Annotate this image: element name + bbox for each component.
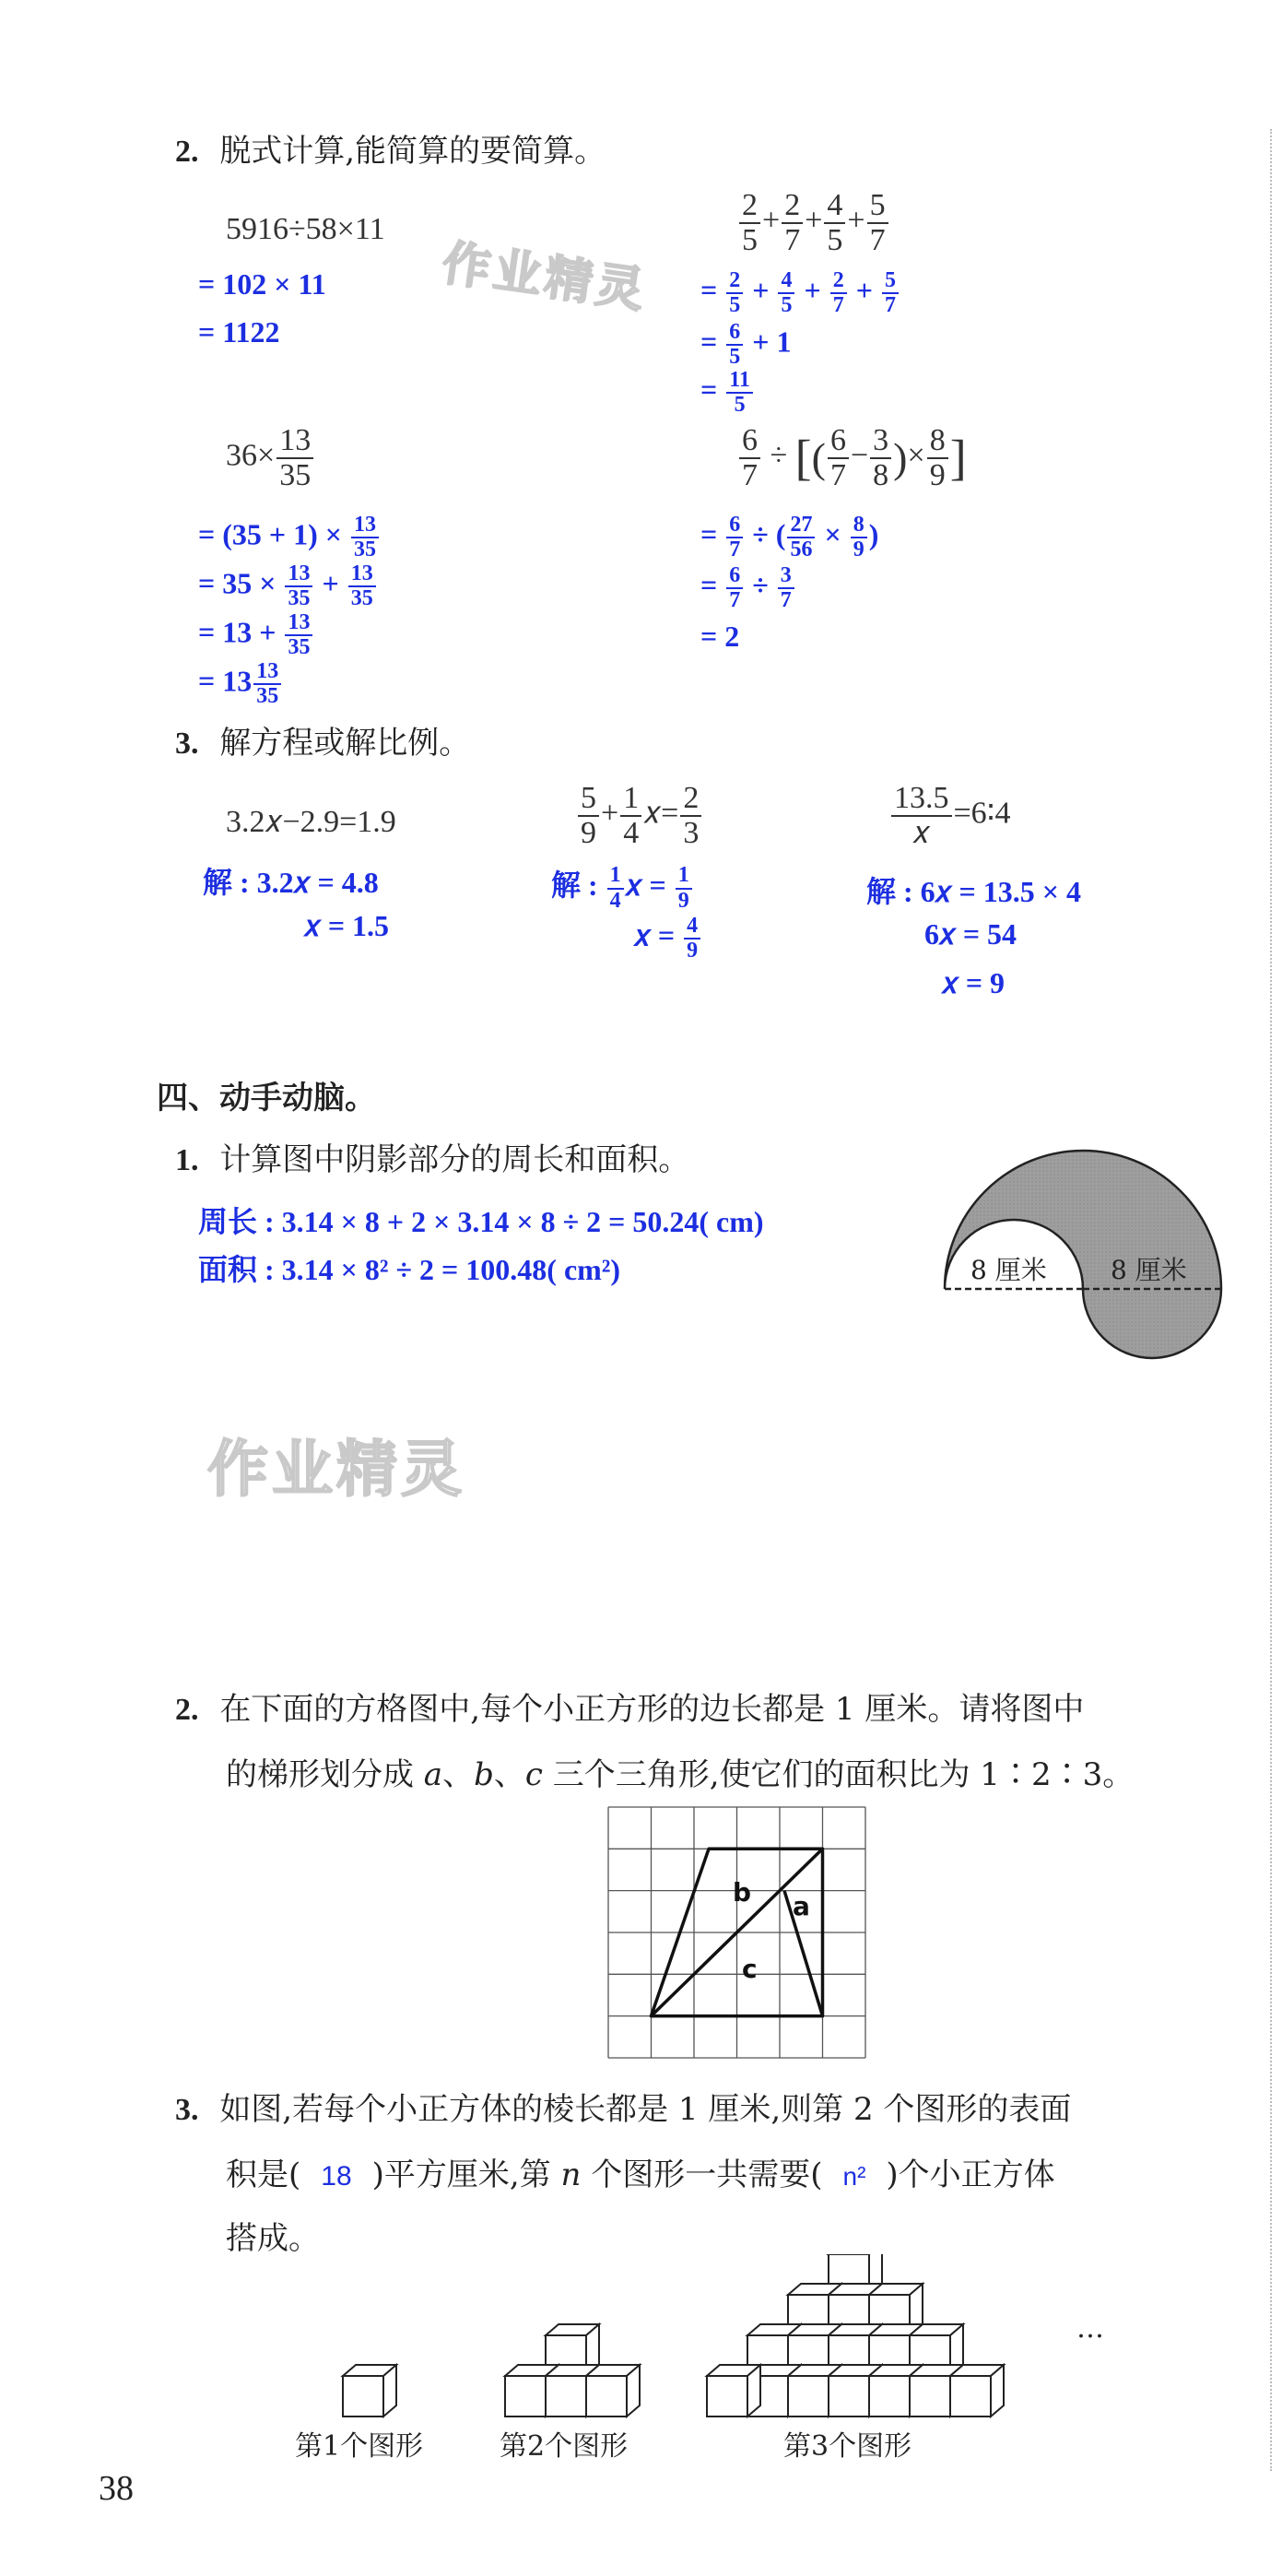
frac-num: 6 — [739, 424, 760, 459]
s4q1-heading — [175, 1134, 689, 1179]
section4-title: 四、动手动脑。 — [157, 1080, 376, 1117]
op: + — [847, 203, 865, 238]
frac-num: 8 — [927, 424, 948, 459]
op: + — [601, 796, 619, 831]
q3-e3-problem — [889, 782, 1011, 849]
bracket: ] — [949, 430, 967, 486]
frac-num: 13 — [285, 611, 312, 636]
s4q2-line2: 的梯形划分成 𝑎、𝑏、𝑐 三个三角形,使它们的面积比为 1∶2∶3。 — [226, 1756, 1135, 1793]
watermark: 作业精灵 — [439, 235, 652, 320]
q2-p4-expr — [737, 424, 967, 491]
label-b: b — [733, 1877, 752, 1908]
q2-p2-expr — [737, 189, 890, 256]
frac-den: 7 — [869, 222, 886, 257]
frac-den: 9 — [687, 939, 699, 963]
q2-p2-step3 — [700, 369, 755, 417]
op: × — [907, 438, 925, 473]
frac-num: 1 — [607, 864, 624, 889]
q3-e3-step1: 解 : 6𝑥 = 13.5 × 4 — [866, 875, 1081, 908]
s4q3-number: 3. — [175, 2093, 199, 2127]
q3-e1-step2: 𝑥 = 1.5 — [304, 909, 390, 942]
eq: = — [700, 372, 718, 407]
text: )平方厘米,第 𝑛 个图形一共需要( — [371, 2157, 823, 2193]
figure-2 — [505, 2324, 640, 2416]
frac-den: 7 — [884, 293, 896, 318]
s4q2-line1 — [175, 1684, 1084, 1729]
s4q3-line3: 搭成。 — [226, 2220, 320, 2257]
frac-den: 35 — [279, 457, 312, 492]
frac-num: 1 — [676, 864, 692, 889]
frac-num: 6 — [726, 564, 743, 589]
lead: 解 : — [551, 869, 598, 902]
frac-den: 7 — [729, 588, 741, 613]
eq: = — [700, 568, 718, 602]
paren: ) — [893, 434, 908, 482]
q3-e2-step2 — [634, 915, 702, 963]
op: + — [804, 273, 821, 307]
s4q3-line1 — [175, 2084, 1071, 2129]
q2-p4-step1 — [700, 514, 878, 561]
frac-den: 7 — [829, 457, 846, 492]
frac-den: 9 — [853, 538, 864, 562]
lead: 𝑥 = — [634, 918, 676, 952]
op: ÷ — [770, 438, 788, 473]
q2-p1-expr: 5916÷58×11 — [226, 212, 385, 246]
frac-den: 𝑥 — [912, 815, 931, 850]
figure-1 — [343, 2365, 396, 2416]
frac-den: 35 — [354, 538, 377, 562]
s4q3-line2 — [226, 2149, 1055, 2194]
frac-num: 13.5 — [891, 782, 952, 817]
frac-num: 11 — [726, 369, 753, 394]
frac-den: 7 — [832, 293, 844, 318]
frac-den: 3 — [683, 815, 700, 850]
frac-den: 5 — [781, 293, 793, 318]
q3-e3-step3: 𝑥 = 9 — [942, 966, 1006, 999]
frac-num: 3 — [778, 564, 794, 589]
q3-e1-problem: 3.2𝑥−2.9=1.9 — [226, 805, 396, 839]
frac-den: 4 — [623, 815, 640, 850]
frac-num: 6 — [828, 424, 849, 459]
frac-den: 35 — [256, 684, 279, 709]
q3-e3-step2: 6𝑥 = 54 — [924, 917, 1017, 951]
q3-e2-step1 — [551, 862, 694, 913]
frac-num: 6 — [726, 321, 743, 346]
q2-p3-expr — [226, 424, 315, 491]
s4q2-number: 2. — [175, 1693, 199, 1727]
frac-num: 27 — [787, 514, 815, 538]
frac-den: 4 — [609, 888, 621, 913]
answer-blank-2: n² — [842, 2162, 866, 2191]
mid: 𝑥 = — [625, 869, 666, 902]
q3-number: 3. — [175, 727, 199, 761]
frac-den: 9 — [677, 888, 689, 913]
frac-num: 13 — [253, 660, 281, 685]
label-left: 8 厘米 — [970, 1255, 1047, 1285]
fig3-caption: 第3个图形 — [783, 2430, 912, 2463]
q2-p3-step3 — [198, 611, 314, 659]
frac-num: 6 — [726, 514, 743, 538]
shaded-figure — [935, 1129, 1249, 1369]
frac-den: 8 — [873, 457, 889, 492]
op: + — [855, 273, 873, 307]
var: 𝑥= — [643, 796, 679, 831]
frac-num: 2 — [726, 269, 743, 294]
text: )个小正方体 — [886, 2157, 1055, 2193]
q2-p1-step1: = 102 × 11 — [198, 267, 326, 301]
q2-title: 脱式计算,能简算的要简算。 — [219, 133, 606, 170]
frac-num: 5 — [867, 189, 888, 224]
lead: = 35 × — [198, 566, 276, 600]
frac-num: 2 — [739, 189, 760, 224]
frac-den: 7 — [780, 588, 792, 613]
frac-den: 35 — [350, 586, 373, 611]
paren: ( — [811, 434, 826, 482]
q2-p1-step2: = 1122 — [198, 315, 280, 349]
frac-den: 7 — [742, 457, 758, 492]
rest: + 1 — [752, 325, 792, 359]
frac-den: 7 — [729, 538, 741, 562]
eq: = — [700, 325, 718, 359]
lead: 36× — [226, 438, 276, 473]
q2-p3-step2 — [198, 562, 378, 610]
bracket: [ — [794, 430, 812, 486]
fig1-caption: 第1个图形 — [295, 2430, 424, 2463]
frac-num: 1 — [620, 782, 641, 817]
frac-den: 5 — [827, 222, 843, 257]
s4q1-text: 计算图中阴影部分的周长和面积。 — [219, 1141, 690, 1178]
frac-num: 2 — [830, 269, 847, 294]
op: − — [850, 438, 869, 473]
eq: = — [700, 273, 718, 307]
frac-den: 35 — [288, 635, 311, 660]
frac-den: 5 — [729, 345, 741, 370]
q3-heading — [175, 717, 470, 762]
frac-num: 13 — [276, 424, 313, 459]
op: ÷ ( — [752, 517, 786, 551]
s4q3-text1: 如图,若每个小正方体的棱长都是 1 厘米,则第 2 个图形的表面 — [219, 2091, 1072, 2128]
cube-figures — [295, 2254, 1198, 2471]
op: + — [805, 203, 823, 238]
s4q1-perimeter: 周长 : 3.14 × 8 + 2 × 3.14 × 8 ÷ 2 = 50.24( cm) — [198, 1205, 764, 1238]
s4q2-text1: 在下面的方格图中,每个小正方形的边长都是 1 厘米。请将图中 — [219, 1691, 1085, 1728]
answer-blank-1: 18 — [321, 2161, 352, 2192]
label-c: c — [742, 1954, 758, 1984]
eq: = — [700, 517, 718, 551]
frac-den: 5 — [742, 222, 758, 257]
frac-num: 5 — [882, 269, 899, 294]
s4q1-number: 1. — [175, 1143, 199, 1177]
watermark: 作业精灵 — [207, 1434, 465, 1505]
op: + — [752, 273, 770, 307]
page-number: 38 — [99, 2469, 134, 2508]
label-right: 8 厘米 — [1111, 1255, 1187, 1285]
q2-p3-step1 — [198, 514, 381, 561]
frac-den: 35 — [288, 586, 311, 611]
frac-num: 4 — [778, 269, 794, 294]
frac-den: 9 — [581, 815, 596, 850]
label-a: a — [793, 1891, 810, 1921]
ellipsis: … — [1076, 2312, 1104, 2345]
frac-num: 2 — [782, 189, 803, 224]
frac-num: 2 — [680, 782, 701, 817]
frac-num: 13 — [348, 562, 376, 587]
q2-heading — [175, 125, 606, 171]
frac-num: 13 — [351, 514, 379, 538]
q2-p4-step2 — [700, 564, 796, 612]
q2-p2-step2 — [700, 321, 791, 369]
close: ) — [868, 517, 879, 551]
frac-den: 5 — [734, 393, 746, 418]
frac-den: 9 — [929, 457, 946, 492]
op: + — [762, 203, 781, 238]
figure-3 — [707, 2254, 1004, 2416]
frac-num: 13 — [285, 562, 312, 587]
q2-p2-step1 — [700, 269, 900, 317]
frac-den: 7 — [784, 222, 801, 257]
frac-num: 8 — [851, 514, 867, 538]
q2-p4-step3: = 2 — [700, 620, 740, 653]
q2-number: 2. — [175, 135, 199, 169]
q3-e1-step1: 解 : 3.2𝑥 = 4.8 — [203, 866, 379, 899]
q3-title: 解方程或解比例。 — [219, 725, 471, 762]
frac-num: 4 — [684, 915, 700, 939]
op: ÷ — [752, 568, 769, 602]
rest: =6∶4 — [953, 796, 1011, 831]
mid: + — [322, 566, 339, 600]
margin-line — [1270, 129, 1272, 2471]
frac-num: 4 — [824, 189, 845, 224]
frac-num: 3 — [870, 424, 891, 459]
frac-den: 56 — [790, 538, 813, 562]
frac-den: 5 — [729, 293, 741, 318]
q2-p3-step4 — [198, 660, 283, 708]
q3-e2-problem — [576, 782, 703, 849]
op: × — [824, 517, 841, 551]
frac-num: 5 — [578, 782, 599, 817]
s4q1-area: 面积 : 3.14 × 8² ÷ 2 = 100.48( cm²) — [198, 1253, 621, 1286]
fig2-caption: 第2个图形 — [500, 2430, 629, 2463]
text: 积是( — [226, 2157, 301, 2193]
lead: = (35 + 1) × — [198, 517, 343, 551]
lead: = 13 — [198, 664, 253, 698]
lead: = 13 + — [198, 615, 276, 649]
grid-figure — [604, 1802, 871, 2062]
